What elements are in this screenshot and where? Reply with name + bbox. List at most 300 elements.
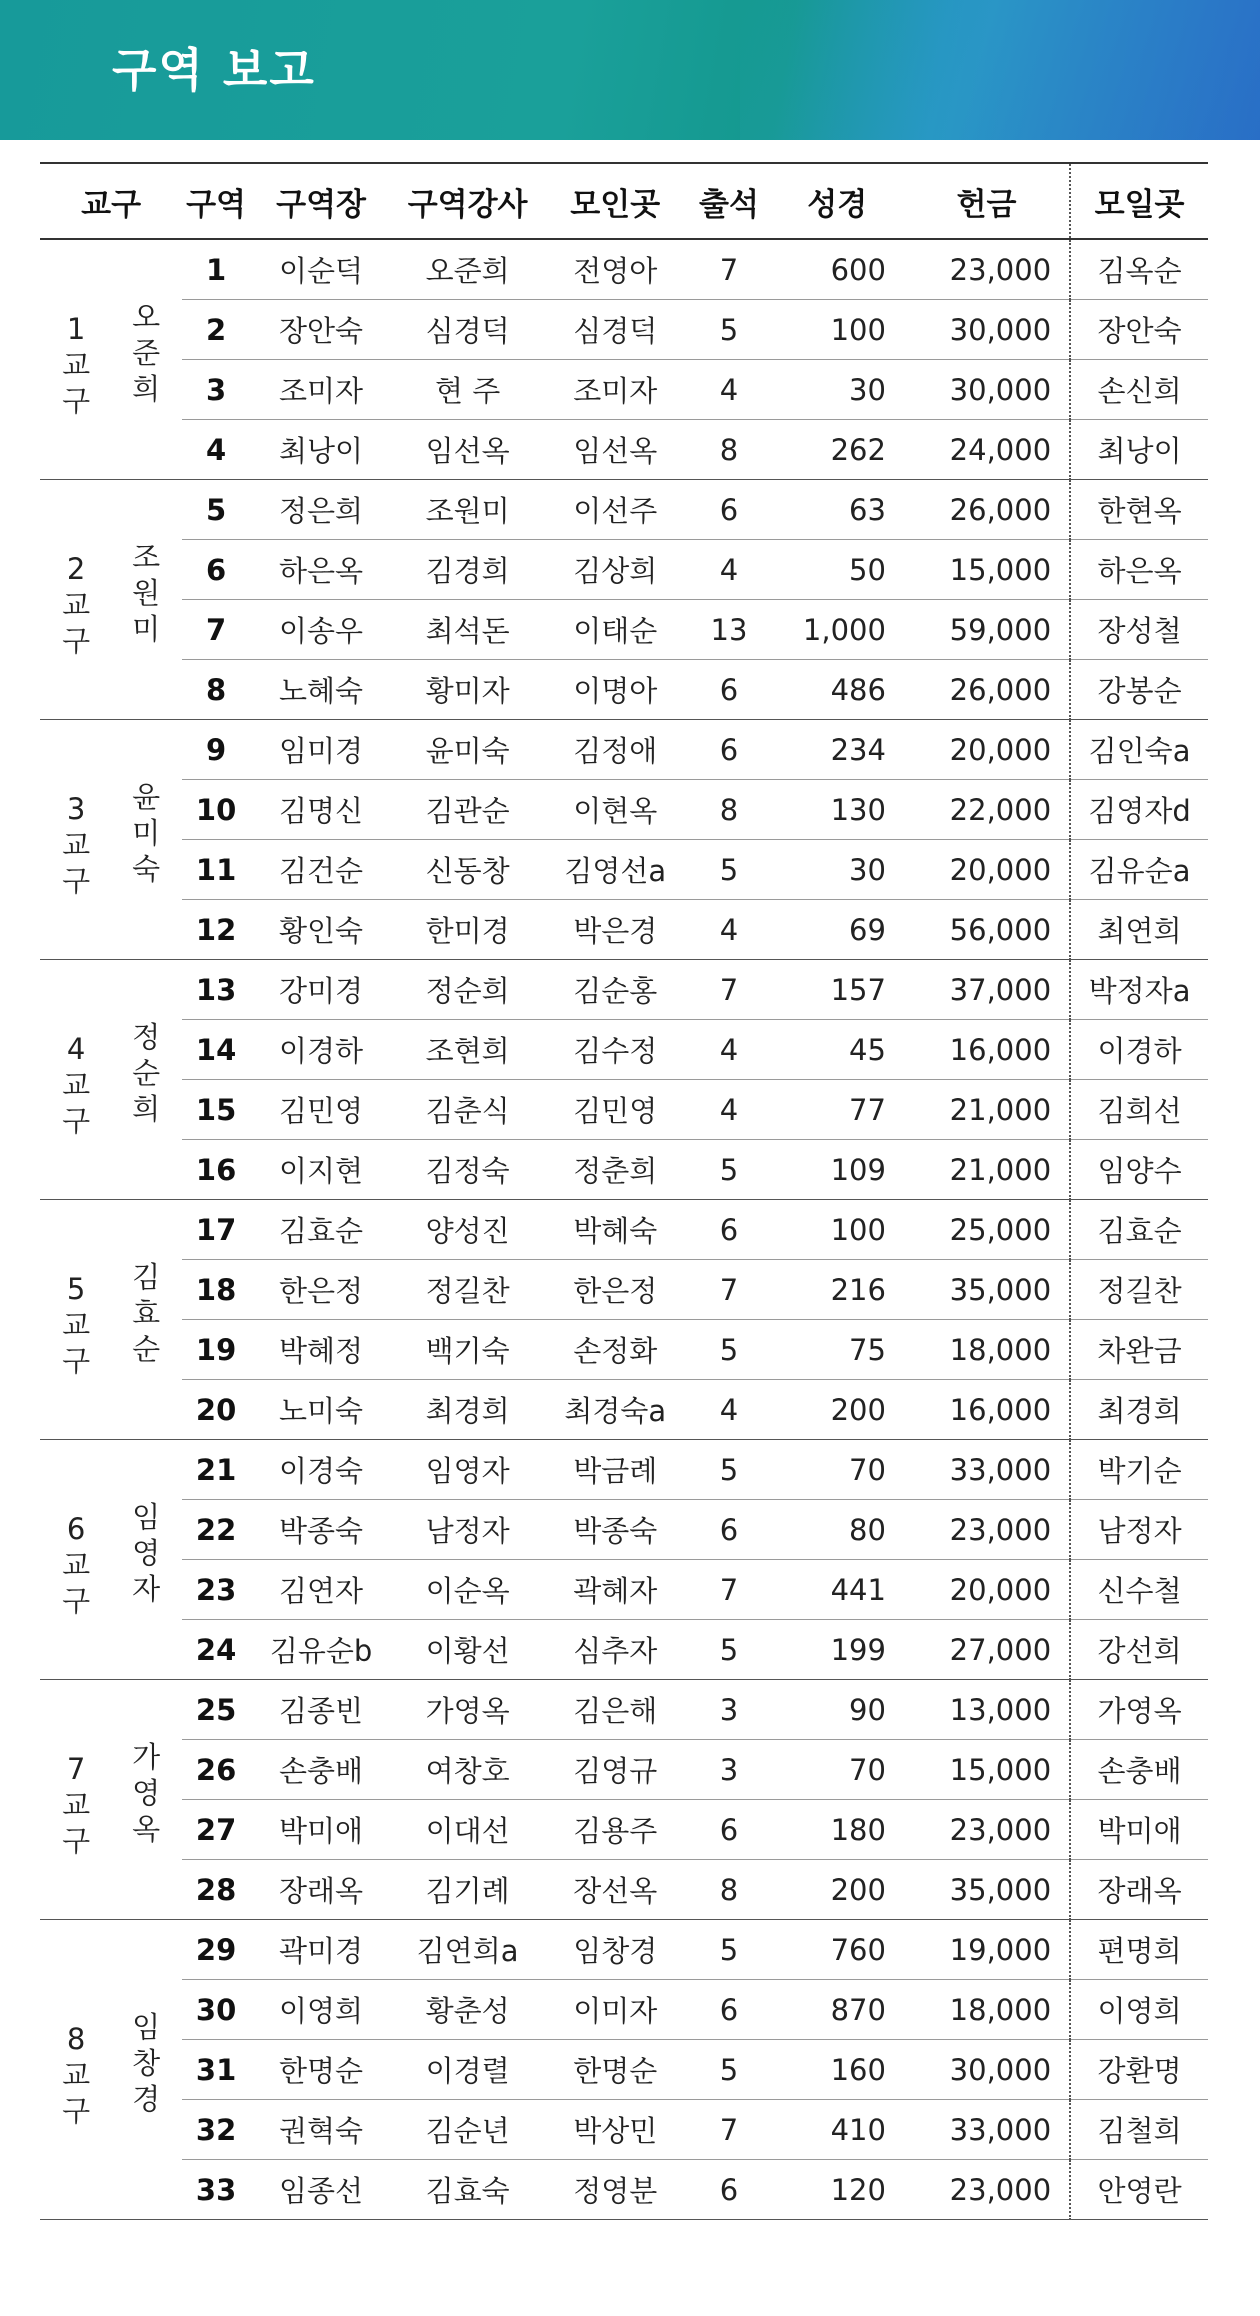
parish-leader: 김 효 순 — [132, 1259, 161, 1366]
attendance: 5 — [687, 1620, 770, 1680]
district-number: 18 — [182, 1260, 250, 1320]
bible-reading: 234 — [771, 720, 904, 780]
meeting-place: 김용주 — [543, 1800, 687, 1860]
district-number: 4 — [182, 420, 250, 480]
district-number: 3 — [182, 360, 250, 420]
meeting-place: 곽혜자 — [543, 1560, 687, 1620]
meeting-place: 조미자 — [543, 360, 687, 420]
district-leader: 임종선 — [250, 2160, 392, 2220]
table-row — [40, 1980, 1208, 2040]
next-meeting-place: 한현옥 — [1070, 480, 1208, 540]
attendance: 8 — [687, 420, 770, 480]
next-meeting-place: 임양수 — [1070, 1140, 1208, 1200]
offering: 15,000 — [904, 540, 1070, 600]
district-leader: 노미숙 — [250, 1380, 392, 1440]
page-title: 구역 보고 — [112, 43, 316, 97]
attendance: 13 — [687, 600, 770, 660]
column-header: 출석 — [687, 163, 770, 239]
district-leader: 조미자 — [250, 360, 392, 420]
district-lecturer: 여창호 — [392, 1740, 543, 1800]
parish-cell — [40, 1920, 182, 2220]
offering: 24,000 — [904, 420, 1070, 480]
district-lecturer: 오준희 — [392, 239, 543, 300]
district-leader: 박미애 — [250, 1800, 392, 1860]
table-row — [40, 600, 1208, 660]
parish-leader: 오 준 희 — [132, 299, 161, 406]
district-number: 14 — [182, 1020, 250, 1080]
district-lecturer: 이순옥 — [392, 1560, 543, 1620]
bible-reading: 870 — [771, 1980, 904, 2040]
bible-reading: 30 — [771, 840, 904, 900]
parish-cell — [40, 1440, 182, 1680]
district-lecturer: 최경희 — [392, 1380, 543, 1440]
bible-reading: 77 — [771, 1080, 904, 1140]
meeting-place: 김정애 — [543, 720, 687, 780]
district-number: 12 — [182, 900, 250, 960]
attendance: 5 — [687, 1140, 770, 1200]
bible-reading: 199 — [771, 1620, 904, 1680]
parish-leader: 조 원 미 — [132, 539, 161, 646]
bible-reading: 130 — [771, 780, 904, 840]
bible-reading: 160 — [771, 2040, 904, 2100]
table-row — [40, 1860, 1208, 1920]
attendance: 4 — [687, 1020, 770, 1080]
next-meeting-place: 하은옥 — [1070, 540, 1208, 600]
district-number: 33 — [182, 2160, 250, 2220]
attendance: 5 — [687, 2040, 770, 2100]
banner-gradient — [740, 0, 1260, 140]
district-leader: 이순덕 — [250, 239, 392, 300]
column-header: 구역강사 — [392, 163, 543, 239]
district-leader: 권혁숙 — [250, 2100, 392, 2160]
next-meeting-place: 강봉순 — [1070, 660, 1208, 720]
meeting-place: 이선주 — [543, 480, 687, 540]
district-number: 29 — [182, 1920, 250, 1980]
offering: 16,000 — [904, 1380, 1070, 1440]
district-leader: 곽미경 — [250, 1920, 392, 1980]
attendance: 6 — [687, 480, 770, 540]
meeting-place: 심추자 — [543, 1620, 687, 1680]
bible-reading: 45 — [771, 1020, 904, 1080]
meeting-place: 박상민 — [543, 2100, 687, 2160]
offering: 23,000 — [904, 1500, 1070, 1560]
table-row — [40, 960, 1208, 1020]
meeting-place: 이미자 — [543, 1980, 687, 2040]
district-leader: 한명순 — [250, 2040, 392, 2100]
attendance: 6 — [687, 1500, 770, 1560]
bible-reading: 69 — [771, 900, 904, 960]
district-lecturer: 조원미 — [392, 480, 543, 540]
next-meeting-place: 김유순a — [1070, 840, 1208, 900]
offering: 21,000 — [904, 1080, 1070, 1140]
district-leader: 강미경 — [250, 960, 392, 1020]
district-lecturer: 김정숙 — [392, 1140, 543, 1200]
meeting-place: 박금례 — [543, 1440, 687, 1500]
district-lecturer: 이경렬 — [392, 2040, 543, 2100]
district-number: 22 — [182, 1500, 250, 1560]
meeting-place: 김수정 — [543, 1020, 687, 1080]
district-number: 9 — [182, 720, 250, 780]
parish-label: 4 교 구 — [62, 1031, 91, 1138]
table-row — [40, 2040, 1208, 2100]
offering: 23,000 — [904, 1800, 1070, 1860]
district-lecturer: 이황선 — [392, 1620, 543, 1680]
district-leader: 김종빈 — [250, 1680, 392, 1740]
offering: 23,000 — [904, 2160, 1070, 2220]
district-number: 24 — [182, 1620, 250, 1680]
district-lecturer: 최석돈 — [392, 600, 543, 660]
bible-reading: 100 — [771, 1200, 904, 1260]
district-leader: 정은희 — [250, 480, 392, 540]
next-meeting-place: 최낭이 — [1070, 420, 1208, 480]
next-meeting-place: 편명희 — [1070, 1920, 1208, 1980]
district-number: 26 — [182, 1740, 250, 1800]
parish-label: 8 교 구 — [62, 2021, 91, 2128]
bible-reading: 75 — [771, 1320, 904, 1380]
bible-reading: 200 — [771, 1380, 904, 1440]
table-body — [40, 239, 1208, 2220]
bible-reading: 200 — [771, 1860, 904, 1920]
offering: 30,000 — [904, 2040, 1070, 2100]
bible-reading: 120 — [771, 2160, 904, 2220]
district-lecturer: 조현희 — [392, 1020, 543, 1080]
next-meeting-place: 김옥순 — [1070, 239, 1208, 300]
table-row — [40, 300, 1208, 360]
district-number: 1 — [182, 239, 250, 300]
district-lecturer: 심경덕 — [392, 300, 543, 360]
table-row — [40, 900, 1208, 960]
district-leader: 김건순 — [250, 840, 392, 900]
next-meeting-place: 강선희 — [1070, 1620, 1208, 1680]
parish-leader: 정 순 희 — [132, 1019, 161, 1126]
next-meeting-place: 가영옥 — [1070, 1680, 1208, 1740]
bible-reading: 410 — [771, 2100, 904, 2160]
offering: 30,000 — [904, 300, 1070, 360]
district-leader: 김효순 — [250, 1200, 392, 1260]
parish-leader: 가 영 옥 — [132, 1739, 161, 1846]
district-number: 17 — [182, 1200, 250, 1260]
table-row — [40, 1200, 1208, 1260]
next-meeting-place: 최연희 — [1070, 900, 1208, 960]
bible-reading: 90 — [771, 1680, 904, 1740]
bible-reading: 50 — [771, 540, 904, 600]
meeting-place: 임선옥 — [543, 420, 687, 480]
meeting-place: 김순홍 — [543, 960, 687, 1020]
district-number: 10 — [182, 780, 250, 840]
meeting-place: 김영선a — [543, 840, 687, 900]
table-row — [40, 1380, 1208, 1440]
meeting-place: 전영아 — [543, 239, 687, 300]
meeting-place: 김상희 — [543, 540, 687, 600]
column-header: 교구 — [40, 163, 182, 239]
table-row — [40, 239, 1208, 300]
table-row — [40, 2100, 1208, 2160]
table-row — [40, 1260, 1208, 1320]
district-number: 11 — [182, 840, 250, 900]
table-row — [40, 360, 1208, 420]
district-lecturer: 정길찬 — [392, 1260, 543, 1320]
offering: 35,000 — [904, 1860, 1070, 1920]
next-meeting-place: 최경희 — [1070, 1380, 1208, 1440]
bible-reading: 1,000 — [771, 600, 904, 660]
parish-label: 3 교 구 — [62, 791, 91, 898]
district-leader: 김민영 — [250, 1080, 392, 1140]
offering: 20,000 — [904, 720, 1070, 780]
offering: 21,000 — [904, 1140, 1070, 1200]
attendance: 4 — [687, 360, 770, 420]
district-number: 16 — [182, 1140, 250, 1200]
table-row — [40, 1740, 1208, 1800]
table-row — [40, 1680, 1208, 1740]
offering: 23,000 — [904, 239, 1070, 300]
attendance: 6 — [687, 1980, 770, 2040]
district-lecturer: 김관순 — [392, 780, 543, 840]
next-meeting-place: 박미애 — [1070, 1800, 1208, 1860]
district-number: 23 — [182, 1560, 250, 1620]
table-row — [40, 720, 1208, 780]
table-row — [40, 420, 1208, 480]
offering: 35,000 — [904, 1260, 1070, 1320]
parish-cell — [40, 239, 182, 480]
bible-reading: 157 — [771, 960, 904, 1020]
district-number: 31 — [182, 2040, 250, 2100]
district-number: 19 — [182, 1320, 250, 1380]
attendance: 3 — [687, 1680, 770, 1740]
attendance: 6 — [687, 1800, 770, 1860]
district-lecturer: 이대선 — [392, 1800, 543, 1860]
offering: 26,000 — [904, 660, 1070, 720]
attendance: 8 — [687, 1860, 770, 1920]
meeting-place: 박종숙 — [543, 1500, 687, 1560]
district-lecturer: 한미경 — [392, 900, 543, 960]
table-row — [40, 2160, 1208, 2220]
parish-cell — [40, 960, 182, 1200]
bible-reading: 216 — [771, 1260, 904, 1320]
district-leader: 김유순b — [250, 1620, 392, 1680]
district-leader: 한은정 — [250, 1260, 392, 1320]
district-leader: 이송우 — [250, 600, 392, 660]
offering: 16,000 — [904, 1020, 1070, 1080]
attendance: 4 — [687, 900, 770, 960]
parish-cell — [40, 480, 182, 720]
column-header: 헌금 — [904, 163, 1070, 239]
offering: 15,000 — [904, 1740, 1070, 1800]
district-number: 15 — [182, 1080, 250, 1140]
district-number: 7 — [182, 600, 250, 660]
district-number: 5 — [182, 480, 250, 540]
table-row — [40, 1440, 1208, 1500]
parish-leader: 임 창 경 — [132, 2009, 161, 2116]
bible-reading: 100 — [771, 300, 904, 360]
district-lecturer: 가영옥 — [392, 1680, 543, 1740]
meeting-place: 최경숙a — [543, 1380, 687, 1440]
meeting-place: 박은경 — [543, 900, 687, 960]
offering: 59,000 — [904, 600, 1070, 660]
district-number: 30 — [182, 1980, 250, 2040]
attendance: 5 — [687, 840, 770, 900]
attendance: 8 — [687, 780, 770, 840]
meeting-place: 박혜숙 — [543, 1200, 687, 1260]
table-row — [40, 1620, 1208, 1680]
next-meeting-place: 정길찬 — [1070, 1260, 1208, 1320]
offering: 27,000 — [904, 1620, 1070, 1680]
column-header: 성경 — [771, 163, 904, 239]
meeting-place: 김민영 — [543, 1080, 687, 1140]
offering: 33,000 — [904, 2100, 1070, 2160]
next-meeting-place: 안영란 — [1070, 2160, 1208, 2220]
offering: 20,000 — [904, 840, 1070, 900]
district-lecturer: 김경희 — [392, 540, 543, 600]
table-row — [40, 1920, 1208, 1980]
meeting-place: 심경덕 — [543, 300, 687, 360]
offering: 26,000 — [904, 480, 1070, 540]
meeting-place: 임창경 — [543, 1920, 687, 1980]
district-leader: 박혜정 — [250, 1320, 392, 1380]
parish-label: 2 교 구 — [62, 551, 91, 658]
district-lecturer: 김연희a — [392, 1920, 543, 1980]
district-leader: 노혜숙 — [250, 660, 392, 720]
district-leader: 김연자 — [250, 1560, 392, 1620]
next-meeting-place: 김영자d — [1070, 780, 1208, 840]
table-row — [40, 1320, 1208, 1380]
bible-reading: 441 — [771, 1560, 904, 1620]
next-meeting-place: 김인숙a — [1070, 720, 1208, 780]
meeting-place: 김영규 — [543, 1740, 687, 1800]
district-number: 21 — [182, 1440, 250, 1500]
district-lecturer: 양성진 — [392, 1200, 543, 1260]
attendance: 4 — [687, 540, 770, 600]
offering: 33,000 — [904, 1440, 1070, 1500]
bible-reading: 70 — [771, 1740, 904, 1800]
parish-leader: 임 영 자 — [132, 1499, 161, 1606]
bible-reading: 30 — [771, 360, 904, 420]
district-number: 27 — [182, 1800, 250, 1860]
offering: 25,000 — [904, 1200, 1070, 1260]
bible-reading: 180 — [771, 1800, 904, 1860]
bible-reading: 760 — [771, 1920, 904, 1980]
district-lecturer: 황미자 — [392, 660, 543, 720]
table-row — [40, 840, 1208, 900]
column-header: 구역장 — [250, 163, 392, 239]
parish-label: 1 교 구 — [62, 311, 91, 418]
header-banner — [0, 0, 1260, 140]
district-leader: 이영희 — [250, 1980, 392, 2040]
parish-label: 7 교 구 — [62, 1751, 91, 1858]
attendance: 6 — [687, 1200, 770, 1260]
district-leader: 황인숙 — [250, 900, 392, 960]
next-meeting-place: 손신희 — [1070, 360, 1208, 420]
bible-reading: 600 — [771, 239, 904, 300]
district-number: 20 — [182, 1380, 250, 1440]
parish-cell — [40, 1680, 182, 1920]
attendance: 6 — [687, 720, 770, 780]
next-meeting-place: 차완금 — [1070, 1320, 1208, 1380]
district-lecturer: 현 주 — [392, 360, 543, 420]
next-meeting-place: 장안숙 — [1070, 300, 1208, 360]
district-report-table — [40, 162, 1208, 2220]
district-number: 25 — [182, 1680, 250, 1740]
bible-reading: 63 — [771, 480, 904, 540]
meeting-place: 한은정 — [543, 1260, 687, 1320]
next-meeting-place: 장래옥 — [1070, 1860, 1208, 1920]
district-lecturer: 황춘성 — [392, 1980, 543, 2040]
table-row — [40, 480, 1208, 540]
district-lecturer: 김춘식 — [392, 1080, 543, 1140]
district-lecturer: 임선옥 — [392, 420, 543, 480]
table-row — [40, 540, 1208, 600]
header-row — [40, 163, 1208, 239]
table-row — [40, 780, 1208, 840]
table-row — [40, 1500, 1208, 1560]
bible-reading: 109 — [771, 1140, 904, 1200]
district-lecturer: 김기례 — [392, 1860, 543, 1920]
parish-leader: 윤 미 숙 — [132, 779, 161, 886]
attendance: 5 — [687, 1440, 770, 1500]
district-leader: 이경하 — [250, 1020, 392, 1080]
district-number: 32 — [182, 2100, 250, 2160]
meeting-place: 이현옥 — [543, 780, 687, 840]
district-leader: 임미경 — [250, 720, 392, 780]
table-row — [40, 1560, 1208, 1620]
district-leader: 김명신 — [250, 780, 392, 840]
district-lecturer: 남정자 — [392, 1500, 543, 1560]
table-row — [40, 660, 1208, 720]
column-header: 모일곳 — [1070, 163, 1208, 239]
offering: 19,000 — [904, 1920, 1070, 1980]
attendance: 4 — [687, 1080, 770, 1140]
next-meeting-place: 이경하 — [1070, 1020, 1208, 1080]
next-meeting-place: 신수철 — [1070, 1560, 1208, 1620]
offering: 13,000 — [904, 1680, 1070, 1740]
meeting-place: 한명순 — [543, 2040, 687, 2100]
offering: 37,000 — [904, 960, 1070, 1020]
next-meeting-place: 김효순 — [1070, 1200, 1208, 1260]
table-row — [40, 1020, 1208, 1080]
meeting-place: 정춘희 — [543, 1140, 687, 1200]
attendance: 7 — [687, 1560, 770, 1620]
bible-reading: 486 — [771, 660, 904, 720]
parish-label: 6 교 구 — [62, 1511, 91, 1618]
attendance: 3 — [687, 1740, 770, 1800]
district-number: 6 — [182, 540, 250, 600]
meeting-place: 김은해 — [543, 1680, 687, 1740]
next-meeting-place: 강환명 — [1070, 2040, 1208, 2100]
district-lecturer: 백기숙 — [392, 1320, 543, 1380]
bible-reading: 80 — [771, 1500, 904, 1560]
bible-reading: 262 — [771, 420, 904, 480]
table-row — [40, 1080, 1208, 1140]
district-number: 28 — [182, 1860, 250, 1920]
district-number: 13 — [182, 960, 250, 1020]
parish-cell — [40, 720, 182, 960]
next-meeting-place: 손충배 — [1070, 1740, 1208, 1800]
bible-reading: 70 — [771, 1440, 904, 1500]
district-lecturer: 정순희 — [392, 960, 543, 1020]
district-lecturer: 임영자 — [392, 1440, 543, 1500]
next-meeting-place: 김철희 — [1070, 2100, 1208, 2160]
attendance: 6 — [687, 660, 770, 720]
district-leader: 박종숙 — [250, 1500, 392, 1560]
district-lecturer: 윤미숙 — [392, 720, 543, 780]
district-number: 2 — [182, 300, 250, 360]
next-meeting-place: 박정자a — [1070, 960, 1208, 1020]
meeting-place: 정영분 — [543, 2160, 687, 2220]
district-leader: 하은옥 — [250, 540, 392, 600]
table-row — [40, 1140, 1208, 1200]
next-meeting-place: 남정자 — [1070, 1500, 1208, 1560]
district-leader: 최낭이 — [250, 420, 392, 480]
district-leader: 이지현 — [250, 1140, 392, 1200]
